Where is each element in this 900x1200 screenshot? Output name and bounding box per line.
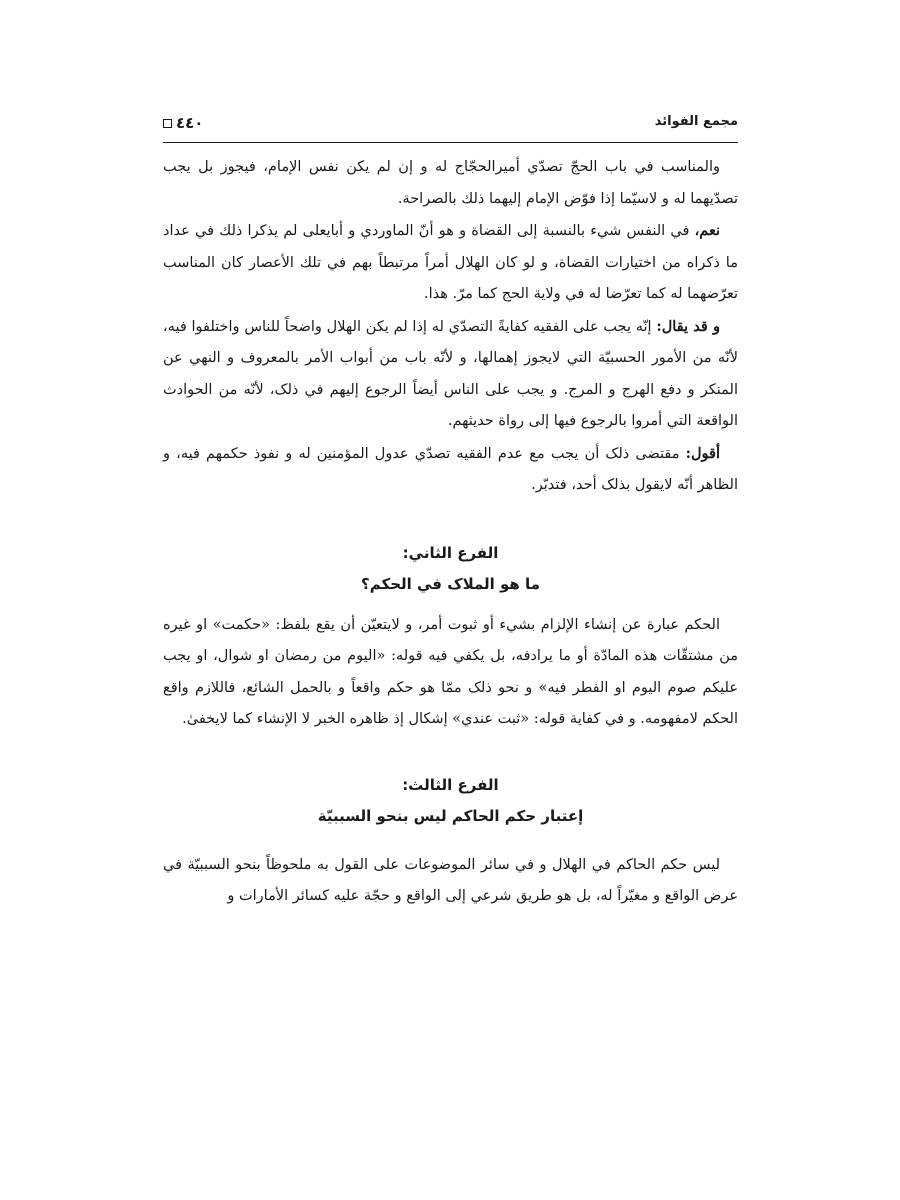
section-heading-title: ما هو الملاک في الحكم؟ [361, 574, 540, 593]
paragraph [163, 311, 738, 438]
paragraph [163, 215, 738, 311]
square-bullet-icon [163, 119, 172, 128]
paragraph-text: الحكم عبارة عن إنشاء الإلزام بشيء أو ثبوت أمر، و لايتعيّن أن يقع بلفظ: «حكمت» او غيره من مشتقّات هذه المادّة أو ما يرادفه، بل يكفي فيه قوله: «اليوم من رمضان او شوال، او يجب عليكم صوم اليوم او الفطر فيه» و نحو ذلک ممّا هو حكم واقعاً و بالحمل الشائع، فاللازم واقع الحكم لامفهومه. و في كفاية قوله: «ثبت عندي» إشكال إذ ظاهره الخبر لا الإنشاء كما لايخفیٰ. [163, 616, 738, 727]
running-header [163, 112, 738, 138]
main-text [163, 152, 738, 913]
paragraph-text: ليس حكم الحاكم في الهلال و في سائر الموضوعات على القول به ملحوظاً بنحو السببيّة في عرض الواقع و مغيّراً له، بل هو طريق شرعي إلى الواقع و حجّة عليه كسائر الأمارات و [163, 856, 738, 904]
paragraph [163, 850, 738, 913]
paragraph [163, 610, 738, 736]
page-number [163, 114, 203, 132]
paragraph-text: مقتضى ذلک أن يجب مع عدم الفقيه تصدّي عدول المؤمنين له و نفوذ حكمهم فيه، و الظاهر أنّه لايقول بذلک أحد، فتدبّر. [163, 445, 738, 493]
header-divider [163, 142, 738, 143]
paragraph-text: والمناسب في باب الحجّ تصدّي أميرالحجّاج له و إن لم يكن نفس الإمام، فيجوز بل يجب تصدّيهما له و لاسيّما إذا فوّض الإمام إليهما ذلك بالصراحة. [163, 159, 738, 207]
paragraph [163, 152, 738, 215]
section-heading-title: إعتبار حكم الحاكم ليس بنحو السببيّة [317, 806, 584, 825]
paragraph [163, 438, 738, 502]
paragraph-lead: أقول: [685, 444, 720, 462]
page-number-text: ٤٤٠ [176, 114, 204, 132]
paragraph-lead: نعم، [694, 222, 720, 239]
book-title: مجمع الفوائد [654, 114, 738, 129]
section-heading-number: الفرع الثاني: [402, 543, 499, 562]
paragraph-text: في النفس شيء بالنسبة إلى القضاة و هو أنّ الماوردي و أبايعلى لم يذكرا ذلك في عداد ما ذكراه من اختيارات القضاة، و لو كان الهلال أمراً مرتبطاً بهم في تلك الأعصار كان المناسب تعرّضهما له كما تعرّضا له في ولاية الحج كما مرّ. هذا. [163, 223, 738, 302]
paragraph-text: إنّه يجب على الفقيه كفايةً التصدّي له إذا لم يكن الهلال واضحاً للناس واختلفوا فيه، لأنّه من الأمور الحسبيّة التي لايجوز إهمالها، و لأنّه باب من أبواب الأمر بالمعروف و النهي عن المنكر و دفع الهرج و المرج. و يجب على الناس أيضاً الرجوع إليهم في ذلک، لأنّه من الحوادث الواقعة التي أمروا بالرجوع فيها إلى رواة حديثهم. [163, 318, 738, 429]
section-heading-number: الفرع الثالث: [402, 775, 499, 794]
paragraph-lead: و قد يقال: [656, 317, 720, 335]
